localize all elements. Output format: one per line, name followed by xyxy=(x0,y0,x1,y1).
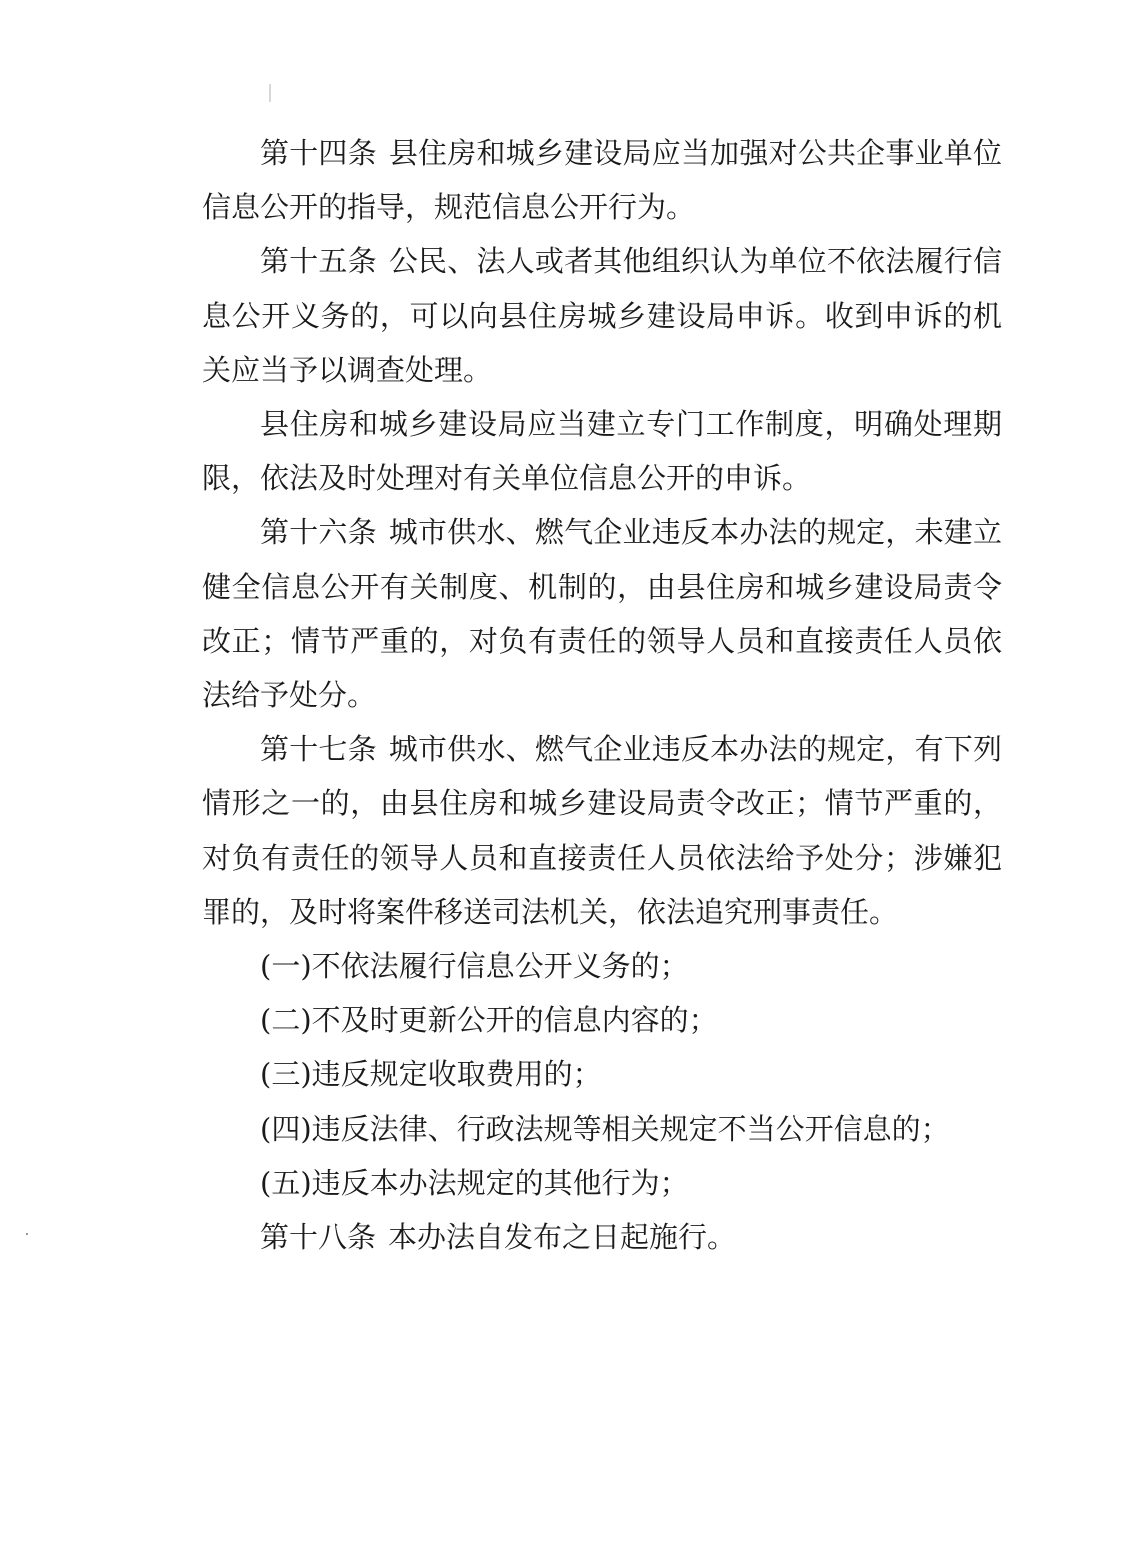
list-item-2 xyxy=(202,993,1002,1047)
article-18 xyxy=(202,1210,1002,1264)
list-item-text: (一)不依法履行信息公开义务的； xyxy=(260,949,689,984)
list-item-text: (二)不及时更新公开的信息内容的； xyxy=(260,1003,718,1038)
article-16 xyxy=(202,505,1002,722)
list-item-text: (四)违反法律、行政法规等相关规定不当公开信息的； xyxy=(260,1111,950,1146)
list-item-text: (五)违反本办法规定的其他行为； xyxy=(260,1165,689,1200)
list-item-4 xyxy=(202,1102,1002,1156)
article-15-paragraph-2 xyxy=(202,397,1002,505)
scan-artifact-dot xyxy=(26,1233,28,1235)
article-title: 第十七条 xyxy=(260,732,377,767)
article-15 xyxy=(202,234,1002,397)
article-text: 公民、法人或者其他组织认为单位不依法履行信息公开义务的，可以向县住房城乡建设局申诉。收到申诉的机关应当予以调查处理。 xyxy=(202,244,1002,387)
document-body xyxy=(202,126,1002,1264)
article-title: 第十八条 xyxy=(260,1220,377,1255)
article-17 xyxy=(202,722,1002,939)
article-title: 第十五条 xyxy=(260,244,377,279)
article-14 xyxy=(202,126,1002,234)
article-text: 城市供水、燃气企业违反本办法的规定，有下列情形之一的，由县住房和城乡建设局责令改正；情节严重的，对负有责任的领导人员和直接责任人员依法给予处分；涉嫌犯罪的，及时将案件移送司法机关，依法追究刑事责任。 xyxy=(202,732,1002,929)
article-text: 城市供水、燃气企业违反本办法的规定，未建立健全信息公开有关制度、机制的，由县住房和城乡建设局责令改正；情节严重的，对负有责任的领导人员和直接责任人员依法给予处分。 xyxy=(202,515,1002,713)
list-item-3 xyxy=(202,1047,1002,1101)
scan-artifact-mark xyxy=(269,84,271,102)
list-item-1 xyxy=(202,939,1002,993)
list-item-text: (三)违反规定收取费用的； xyxy=(260,1057,602,1092)
article-text: 本办法自发布之日起施行。 xyxy=(388,1220,737,1255)
article-text: 县住房和城乡建设局应当建立专门工作制度，明确处理期限，依法及时处理对有关单位信息公开的申诉。 xyxy=(202,407,1002,496)
article-title: 第十四条 xyxy=(260,136,377,170)
article-text: 县住房和城乡建设局应当加强对公共企事业单位信息公开的指导，规范信息公开行为。 xyxy=(202,136,1002,225)
list-item-5 xyxy=(202,1156,1002,1210)
article-title: 第十六条 xyxy=(260,515,377,550)
